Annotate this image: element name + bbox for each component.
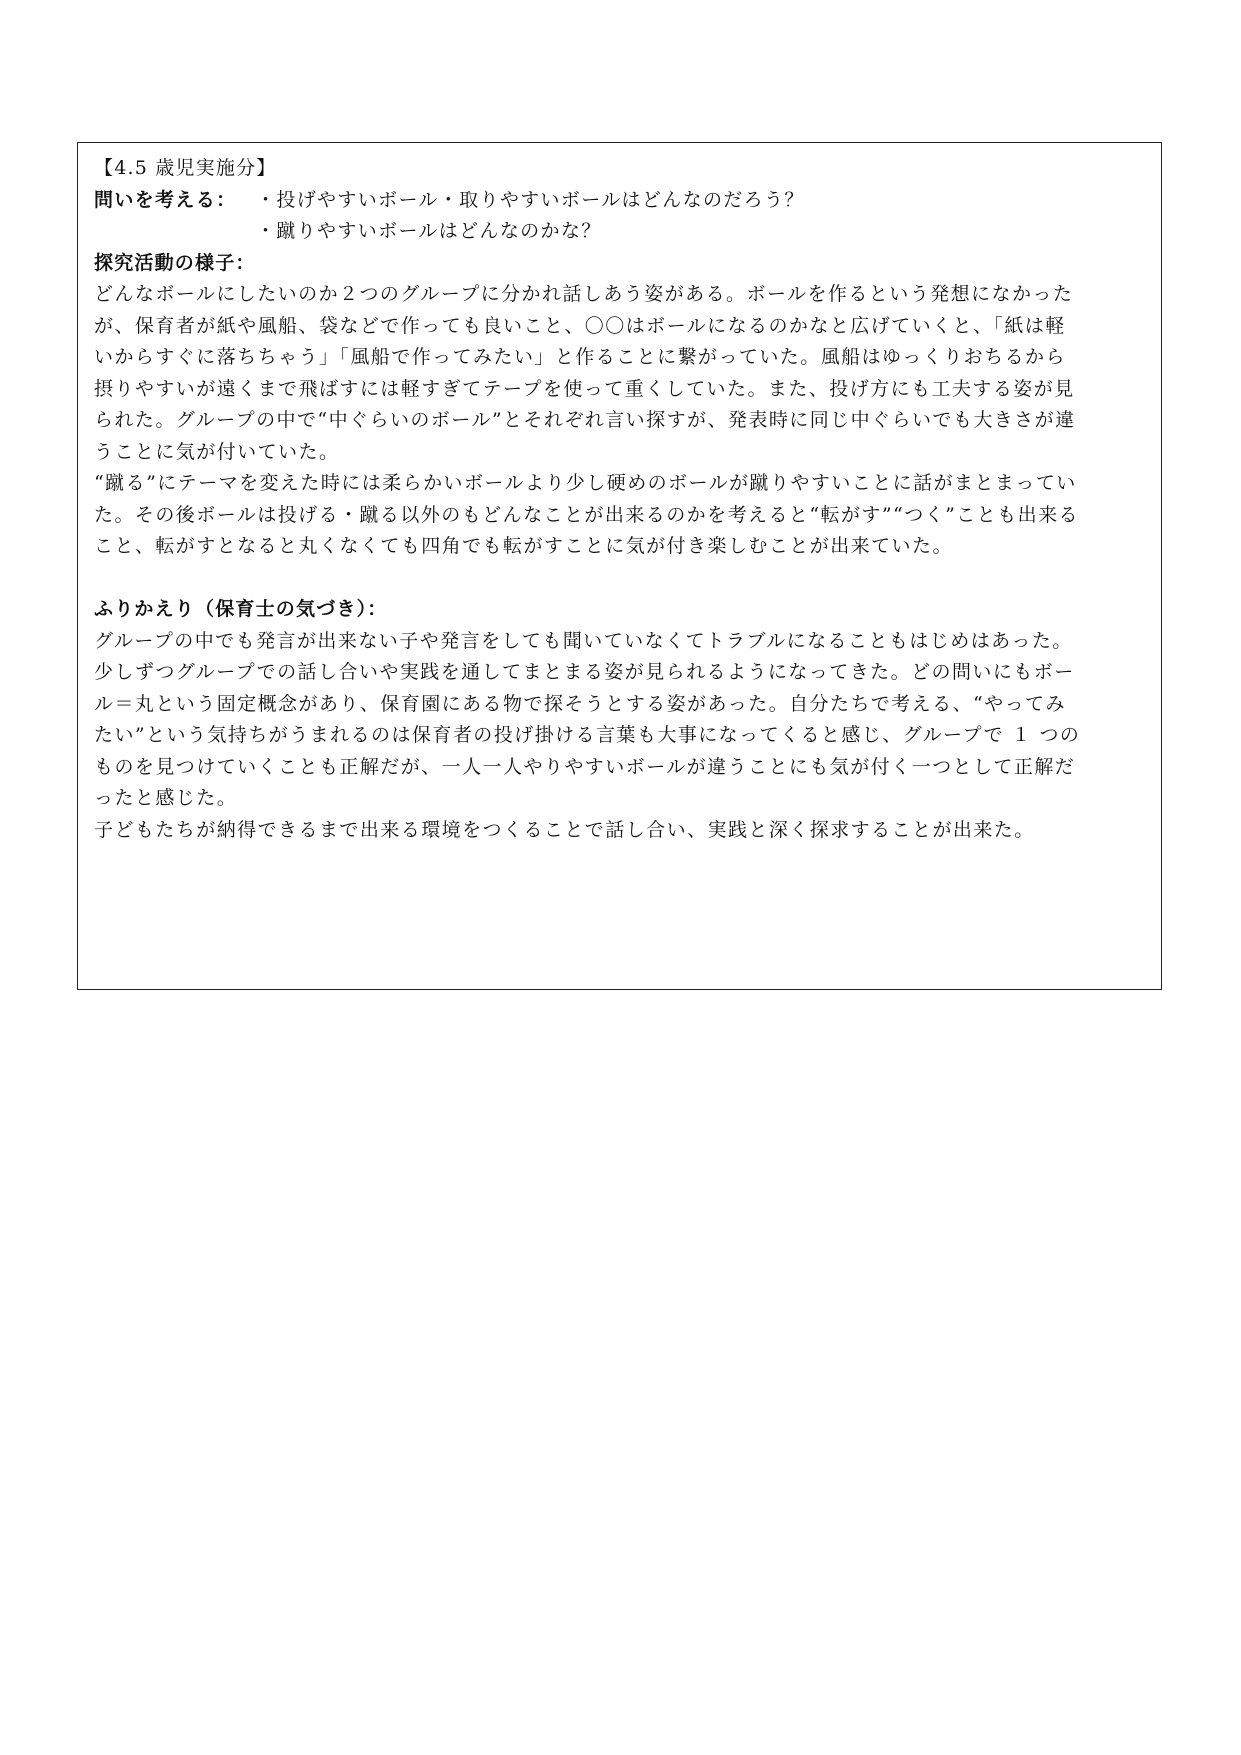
reflection-line: ル＝丸という固定概念があり、保育園にある物で探そうとする姿があった。自分たちで考える、“やってみ <box>94 692 1066 715</box>
report-box <box>77 142 1162 990</box>
reflection-line: 少しずつグループでの話し合いや実践を通してまとまる姿が見られるようになってきた。どの問いにもボー <box>94 661 1075 683</box>
activity-line: どんなボールにしたいのか２つのグループに分かれ話しあう姿がある。ボールを作るという発想になかった <box>94 283 1074 305</box>
activity-line: られた。グループの中で“中ぐらいのボール”とそれぞれ言い探すが、発表時に同じ中ぐらいでも大きさが違 <box>94 409 1076 431</box>
reflection-line: グループの中でも発言が出来ない子や発言をしても聞いていなくてトラブルになることもはじめはあった。 <box>94 629 1073 652</box>
section-tag: 【4.5 歳児実施分】 <box>94 157 277 179</box>
activity-line: “蹴る”にテーマを変えた時には柔らかいボールより少し硬めのボールが蹴りやすいことに話がまとまってい <box>94 472 1077 494</box>
question-item: ・蹴りやすいボールはどんなのかな？ <box>256 220 602 242</box>
activity-line: た。その後ボールは投げる・蹴る以外のもどんなことが出来るのかを考えると“転がす”“つく”ことも出来る <box>94 503 1079 526</box>
question-row <box>94 185 1147 217</box>
reflection-heading: ふりかえり（保育士の気づき）： <box>94 598 388 620</box>
question-indent <box>94 216 256 248</box>
reflection-line: 子どもたちが納得できるまで出来る環境をつくることで話し合い、実践と深く探求することが出来た。 <box>94 818 1035 841</box>
activity-paragraph <box>94 279 1147 563</box>
activity-line: 摂りやすいが遠くまで飛ばすには軽すぎてテープを使って重くしていた。また、投げ方にも工夫する姿が見 <box>94 377 1075 400</box>
activity-heading: 探究活動の様子： <box>94 251 256 274</box>
activity-line: うことに気が付いていた。 <box>94 440 340 463</box>
activity-line: が、保育者が紙や風船、袋などで作っても良いこと、〇〇はボールになるのかなと広げていくと、「紙は軽 <box>94 314 1066 337</box>
reflection-line: たい”という気持ちがうまれるのは保育者の投げ掛ける言葉も大事になってくると感じ、グループで １ つの <box>94 724 1081 746</box>
question-label: 問いを考える： <box>94 188 237 211</box>
question-row <box>94 216 1147 248</box>
spacer <box>94 563 1147 595</box>
activity-line: こと、転がすとなると丸くなくても四角でも転がすことに気が付き楽しむことが出来ていた。 <box>94 535 953 557</box>
question-item: ・投げやすいボール・取りやすいボールはどんなのだろう？ <box>256 188 805 211</box>
reflection-paragraph <box>94 626 1147 847</box>
reflection-line: ものを見つけていくことも正解だが、一人一人やりやすいボールが違うことにも気が付く一つとして正解だ <box>94 755 1076 778</box>
activity-line: いからすぐに落ちちゃう」「風船で作ってみたい」と作ることに繋がっていた。風船はゆっくりおちるから <box>94 346 1066 368</box>
reflection-line: ったと感じた。 <box>94 787 238 809</box>
